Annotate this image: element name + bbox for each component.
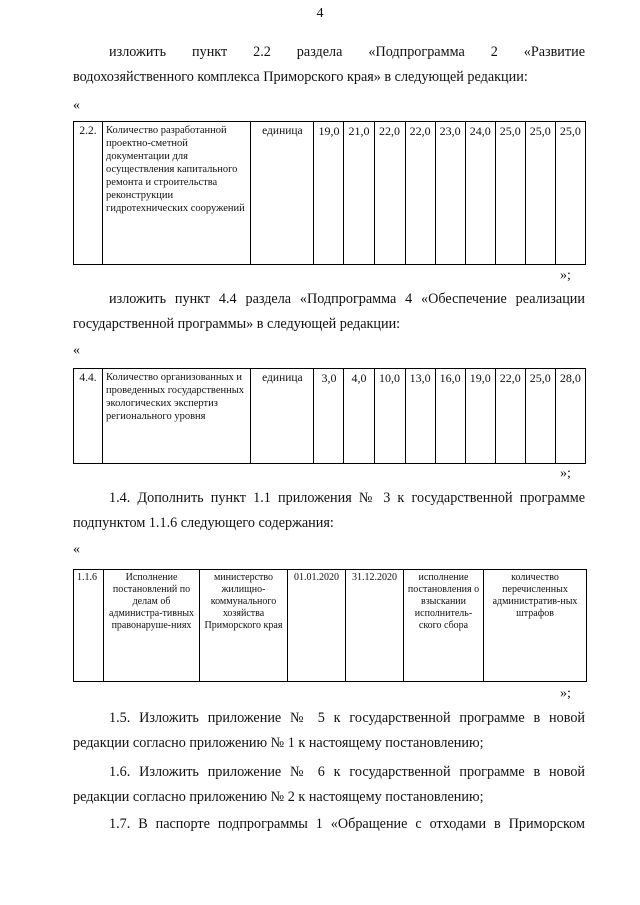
end-date: 31.12.2020 <box>346 570 404 682</box>
paragraph-item-2-2-intro <box>73 40 585 90</box>
closing-quote: »; <box>560 686 571 701</box>
value-cell: 25,0 <box>525 369 555 464</box>
value-cell: 10,0 <box>374 369 405 464</box>
closing-quote: »; <box>560 268 571 283</box>
paragraph-line: водохозяйственного комплекса Приморского края» в следующей редакции: <box>73 69 528 85</box>
value-cell: 22,0 <box>495 369 525 464</box>
indicator-cell: количество перечисленных административ-ных штрафов <box>484 570 587 682</box>
paragraph-1-5 <box>73 706 585 756</box>
paragraph-1-6 <box>73 760 585 810</box>
indicator-name: Количество организованных и проведенных государственных экологических экспертиз регионального уровня <box>103 369 251 464</box>
opening-quote: « <box>73 98 80 113</box>
paragraph-line: подпунктом 1.1.6 следующего содержания: <box>73 515 334 531</box>
paragraph-line: изложить пункт 2.2 раздела «Подпрограмма 2 «Развитие <box>109 44 585 60</box>
unit-cell: единица <box>251 369 314 464</box>
value-cell: 25,0 <box>555 122 585 265</box>
value-cell: 23,0 <box>435 122 465 265</box>
table-row <box>74 122 586 265</box>
closing-quote: »; <box>560 466 571 481</box>
page-number: 4 <box>316 6 324 21</box>
start-date: 01.01.2020 <box>288 570 346 682</box>
value-cell: 16,0 <box>435 369 465 464</box>
table-item-1-1-6 <box>73 569 587 682</box>
unit-cell: единица <box>251 122 314 265</box>
paragraph-item-4-4-intro <box>73 287 585 337</box>
value-cell: 19,0 <box>465 369 495 464</box>
paragraph-line: изложить пункт 4.4 раздела «Подпрограмма 4 «Обеспечение реализации <box>109 291 585 307</box>
opening-quote: « <box>73 542 80 557</box>
indicator-name: Количество разработанной проектно-сметной документации для осуществления капитального ремонта и строительства реконструкции гидротехнических сооружений <box>103 122 251 265</box>
paragraph-line: государственной программы» в следующей редакции: <box>73 316 401 332</box>
paragraph-1-4 <box>73 486 585 536</box>
value-cell: 22,0 <box>405 122 435 265</box>
value-cell: 19,0 <box>314 122 344 265</box>
value-cell: 4,0 <box>344 369 374 464</box>
table-row <box>74 570 587 682</box>
value-cell: 3,0 <box>314 369 344 464</box>
value-cell: 25,0 <box>495 122 525 265</box>
value-cell: 28,0 <box>555 369 585 464</box>
row-code: 4.4. <box>74 369 103 464</box>
value-cell: 13,0 <box>405 369 435 464</box>
expected-result: исполнение постановления о взыскании исполнитель-ского сбора <box>404 570 484 682</box>
event-name: Исполнение постановлений по делам об администра-тивных правонаруше-ниях <box>104 570 200 682</box>
value-cell: 22,0 <box>374 122 405 265</box>
value-cell: 25,0 <box>525 122 555 265</box>
paragraph-line: редакции согласно приложению № 2 к настоящему постановлению; <box>73 789 484 805</box>
paragraph-line: 1.4. Дополнить пункт 1.1 приложения № 3 к государственной программе <box>109 490 585 506</box>
paragraph-1-7 <box>73 812 585 837</box>
row-code: 1.1.6 <box>74 570 104 682</box>
opening-quote: « <box>73 343 80 358</box>
paragraph-line: 1.6. Изложить приложение № 6 к государственной программе в новой <box>109 764 585 780</box>
table-row <box>74 369 586 464</box>
table-item-4-4 <box>73 368 586 464</box>
value-cell: 21,0 <box>344 122 374 265</box>
executor-cell: министерство жилищно-коммунального хозяйства Приморского края <box>200 570 288 682</box>
value-cell: 24,0 <box>465 122 495 265</box>
row-code: 2.2. <box>74 122 103 265</box>
paragraph-line: редакции согласно приложению № 1 к настоящему постановлению; <box>73 735 484 751</box>
paragraph-line: 1.7. В паспорте подпрограммы 1 «Обращение с отходами в Приморском <box>109 816 585 832</box>
table-item-2-2 <box>73 121 586 265</box>
paragraph-line: 1.5. Изложить приложение № 5 к государственной программе в новой <box>109 710 585 726</box>
